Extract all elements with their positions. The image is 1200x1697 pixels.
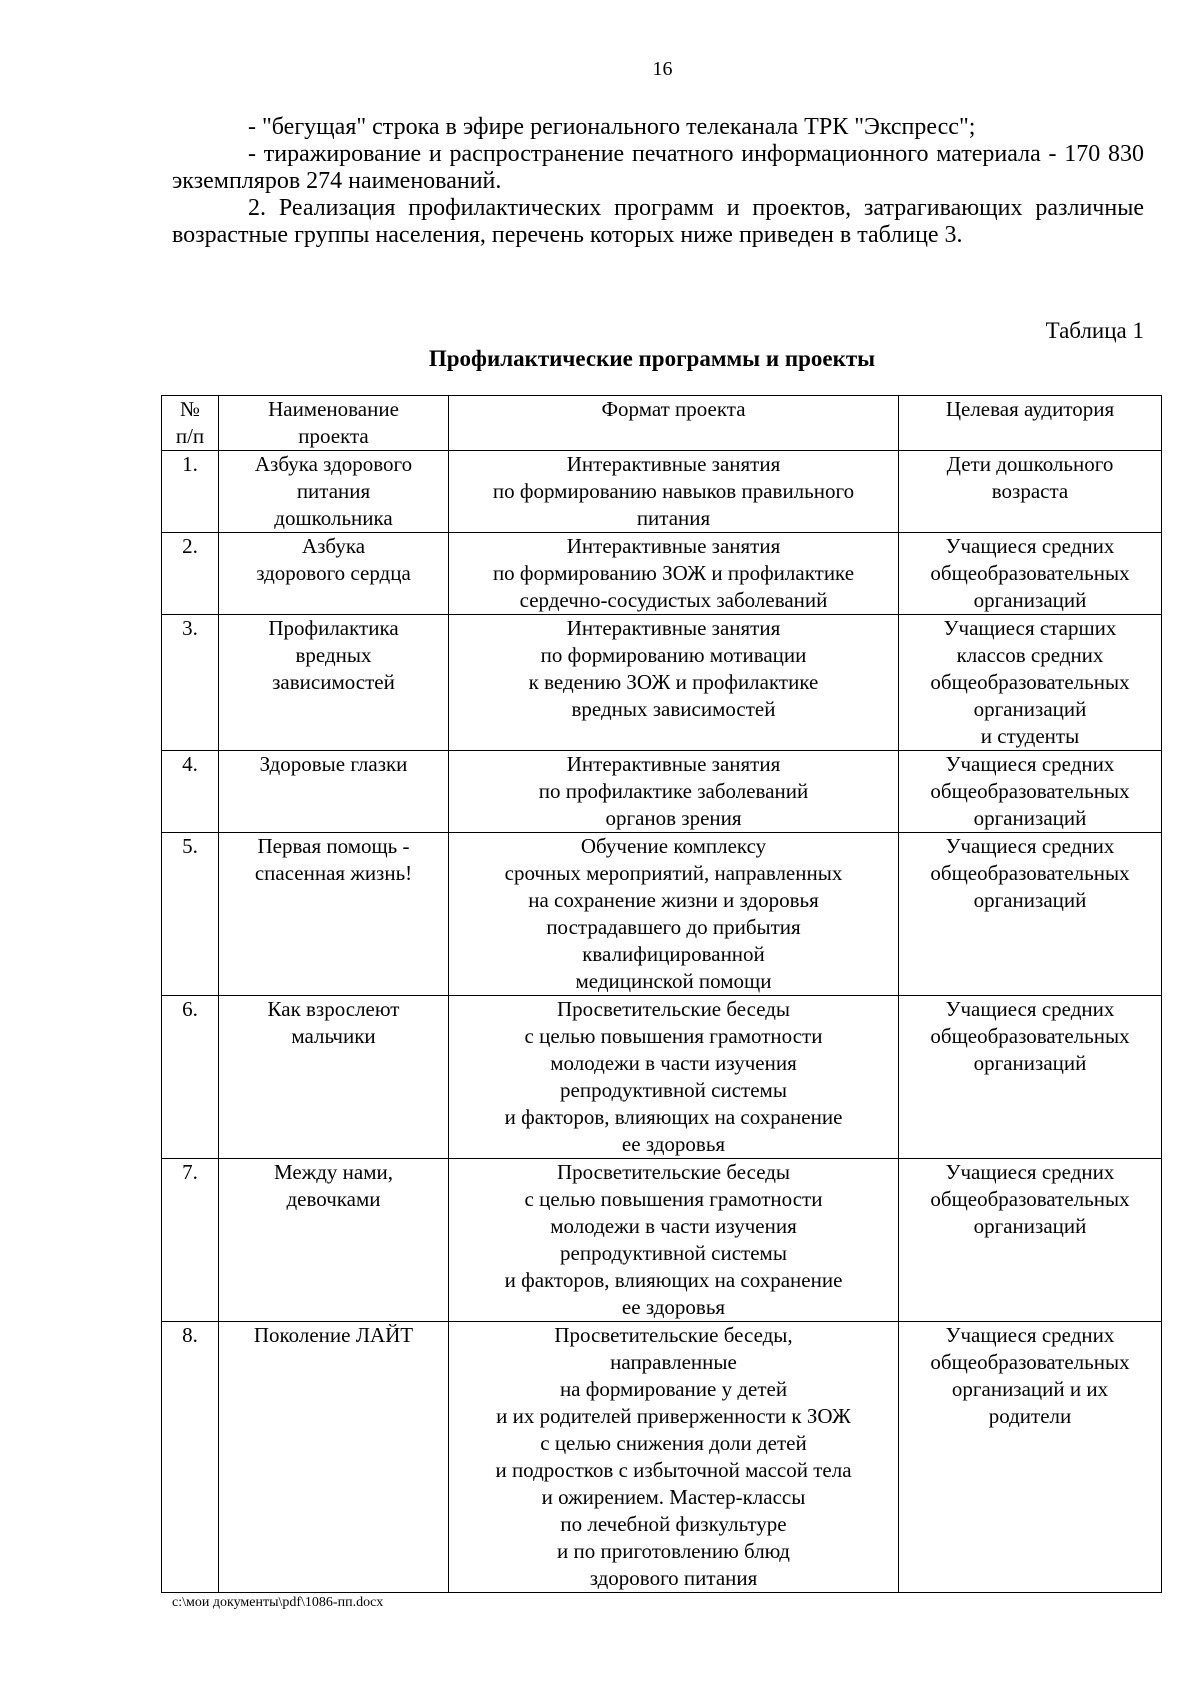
cell-format: Интерактивные занятия по формированию мотивации к ведению ЗОЖ и профилактике вредных зависимостей <box>449 615 899 751</box>
cell-audience: Учащиеся средних общеобразовательных организаций <box>899 751 1162 833</box>
table-row <box>162 615 1162 751</box>
cell-format: Интерактивные занятия по формированию ЗОЖ и профилактике сердечно-сосудистых заболеваний <box>449 533 899 615</box>
cell-format: Обучение комплексу срочных мероприятий, направленных на сохранение жизни и здоровья пострадавшего до прибытия квалифицированной медицинской помощи <box>449 833 899 996</box>
cell-num: 2. <box>162 533 219 615</box>
footer-file-path: c:\мои документы\pdf\1086-пп.docx <box>172 1595 384 1610</box>
table-caption: Таблица 1 <box>1045 318 1144 343</box>
cell-name: Как взрослеют мальчики <box>219 996 449 1159</box>
cell-name: Поколение ЛАЙТ <box>219 1322 449 1593</box>
cell-name: Азбука здорового питания дошкольника <box>219 451 449 533</box>
cell-name: Здоровые глазки <box>219 751 449 833</box>
cell-format: Просветительские беседы с целью повышения грамотности молодежи в части изучения репродуктивной системы и факторов, влияющих на сохранение ее здоровья <box>449 1159 899 1322</box>
intro-text <box>172 114 1144 249</box>
intro-paragraph: - тиражирование и распространение печатного информационного материала - 170 830 экземпляров 274 наименований. <box>172 141 1144 194</box>
cell-format: Просветительские беседы с целью повышения грамотности молодежи в части изучения репродуктивной системы и факторов, влияющих на сохранение ее здоровья <box>449 996 899 1159</box>
table-row <box>162 751 1162 833</box>
cell-audience: Дети дошкольного возраста <box>899 451 1162 533</box>
cell-audience: Учащиеся средних общеобразовательных организаций <box>899 833 1162 996</box>
table-row <box>162 833 1162 996</box>
cell-num: 5. <box>162 833 219 996</box>
cell-num: 6. <box>162 996 219 1159</box>
table-row <box>162 1322 1162 1593</box>
cell-num: 4. <box>162 751 219 833</box>
table-row <box>162 451 1162 533</box>
table-row <box>162 996 1162 1159</box>
header-audience: Целевая аудитория <box>899 396 1162 451</box>
projects-table <box>161 395 1162 1593</box>
cell-num: 3. <box>162 615 219 751</box>
cell-format: Интерактивные занятия по формированию навыков правильного питания <box>449 451 899 533</box>
cell-audience: Учащиеся старших классов средних общеобразовательных организаций и студенты <box>899 615 1162 751</box>
table-header-row <box>162 396 1162 451</box>
cell-format: Просветительские беседы, направленные на формирование у детей и их родителей приверженности к ЗОЖ с целью снижения доли детей и подростков с избыточной массой тела и ожирением. Мастер-классы по лечебной физкультуре и по приготовлению блюд здорового питания <box>449 1322 899 1593</box>
header-num: № п/п <box>162 396 219 451</box>
cell-name: Азбука здорового сердца <box>219 533 449 615</box>
cell-name: Между нами, девочками <box>219 1159 449 1322</box>
cell-num: 1. <box>162 451 219 533</box>
cell-name: Первая помощь - спасенная жизнь! <box>219 833 449 996</box>
intro-paragraph: - "бегущая" строка в эфире регионального телеканала ТРК "Экспресс"; <box>248 114 976 140</box>
cell-num: 8. <box>162 1322 219 1593</box>
cell-audience: Учащиеся средних общеобразовательных организаций <box>899 1159 1162 1322</box>
cell-audience: Учащиеся средних общеобразовательных организаций и их родители <box>899 1322 1162 1593</box>
cell-audience: Учащиеся средних общеобразовательных организаций <box>899 996 1162 1159</box>
cell-num: 7. <box>162 1159 219 1322</box>
cell-format: Интерактивные занятия по профилактике заболеваний органов зрения <box>449 751 899 833</box>
cell-name: Профилактика вредных зависимостей <box>219 615 449 751</box>
page-number: 16 <box>652 58 673 80</box>
cell-audience: Учащиеся средних общеобразовательных организаций <box>899 533 1162 615</box>
table-row <box>162 1159 1162 1322</box>
table-row <box>162 533 1162 615</box>
header-name: Наименование проекта <box>219 396 449 451</box>
intro-paragraph: 2. Реализация профилактических программ и проектов, затрагивающих различные возрастные группы населения, перечень которых ниже приведен в таблице 3. <box>172 195 1144 248</box>
table-title: Профилактические программы и проекты <box>428 346 876 371</box>
header-format: Формат проекта <box>449 396 899 451</box>
